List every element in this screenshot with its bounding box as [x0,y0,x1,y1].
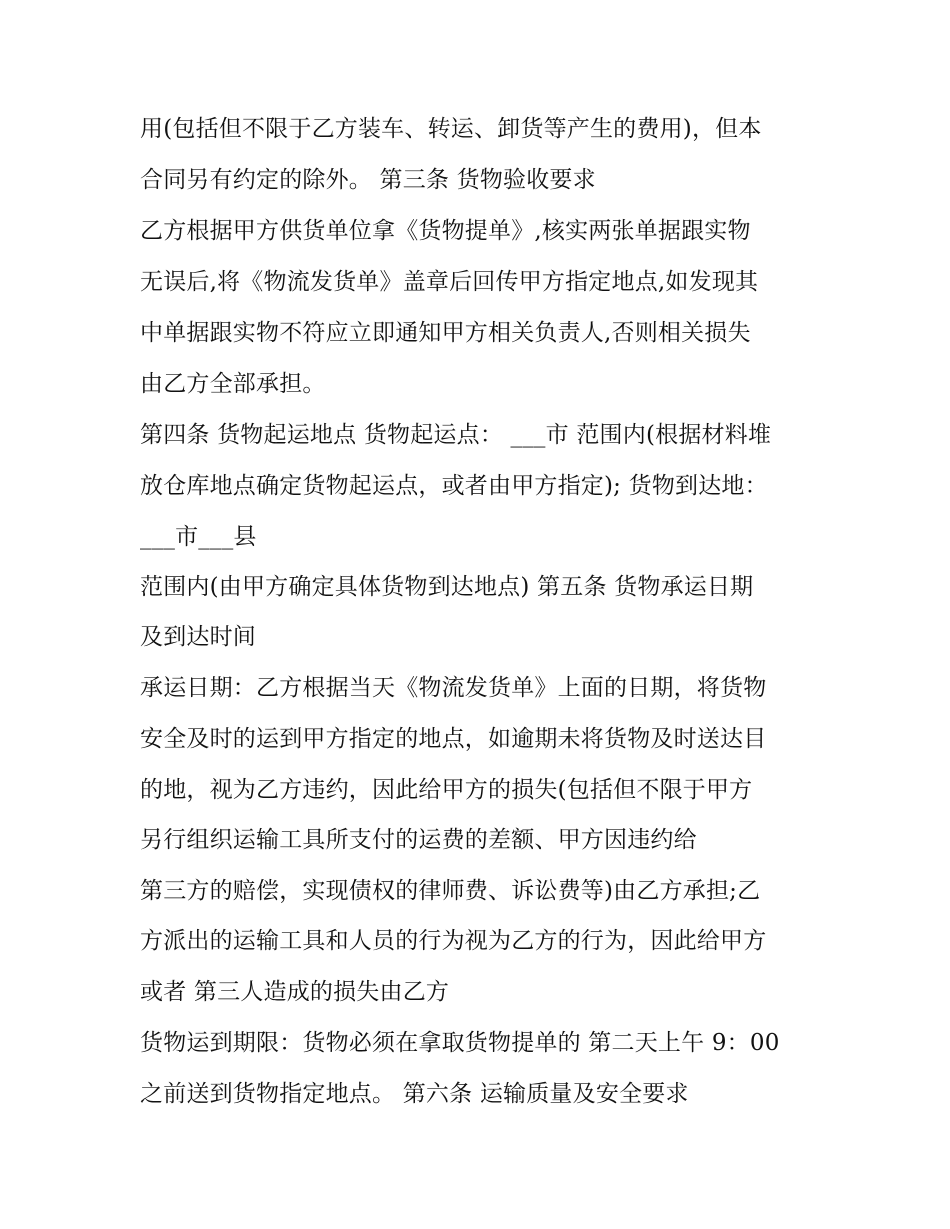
text-line: 及到达时间 [140,624,256,650]
text-line: 安全及时的运到甲方指定的地点，如逾期未将货物及时送达目 [140,726,767,752]
text-line: 第三方的赔偿，实现债权的律师费、诉讼费等)由乙方承担;乙 [140,878,761,904]
text-line: 货物运到期限：货物必须在拿取货物提单的 第二天上午 9：00 [140,1030,780,1056]
text-line: 之前送到货物指定地点。 第六条 运输质量及安全要求 [140,1081,689,1107]
text-line: 的地，视为乙方违约，因此给甲方的损失(包括但不限于甲方 [140,777,753,803]
text-line: 中单据跟实物不符应立即通知甲方相关负责人,否则相关损失 [140,320,751,346]
text-line: 或者 第三人造成的损失由乙方 [140,979,450,1005]
text-line: 无误后,将《物流发货单》盖章后回传甲方指定地点,如发现其 [140,269,759,295]
text-line: 用(包括但不限于乙方装车、转运、卸货等产生的费用)，但本 [140,116,762,142]
text-line: 承运日期：乙方根据当天《物流发货单》上面的日期，将货物 [140,675,767,701]
text-line: 乙方根据甲方供货单位拿《货物提单》,核实两张单据跟实物 [140,218,751,244]
text-line: 合同另有约定的除外。 第三条 货物验收要求 [140,167,596,193]
text-line: 放仓库地点确定货物起运点，或者由甲方指定); 货物到达地： [140,473,768,499]
text-line: 方派出的运输工具和人员的行为视为乙方的行为，因此给甲方 [140,928,767,954]
text-line: 第四条 货物起运地点 货物起运点： ___市 范围内(根据材料堆 [140,422,772,448]
text-line: 范围内(由甲方确定具体货物到达地点) 第五条 货物承运日期 [140,574,754,600]
text-line: 另行组织运输工具所支付的运费的差额、甲方因违约给 [140,827,697,853]
text-line: ___市___县 [140,524,257,550]
text-line: 由乙方全部承担。 [140,371,326,397]
